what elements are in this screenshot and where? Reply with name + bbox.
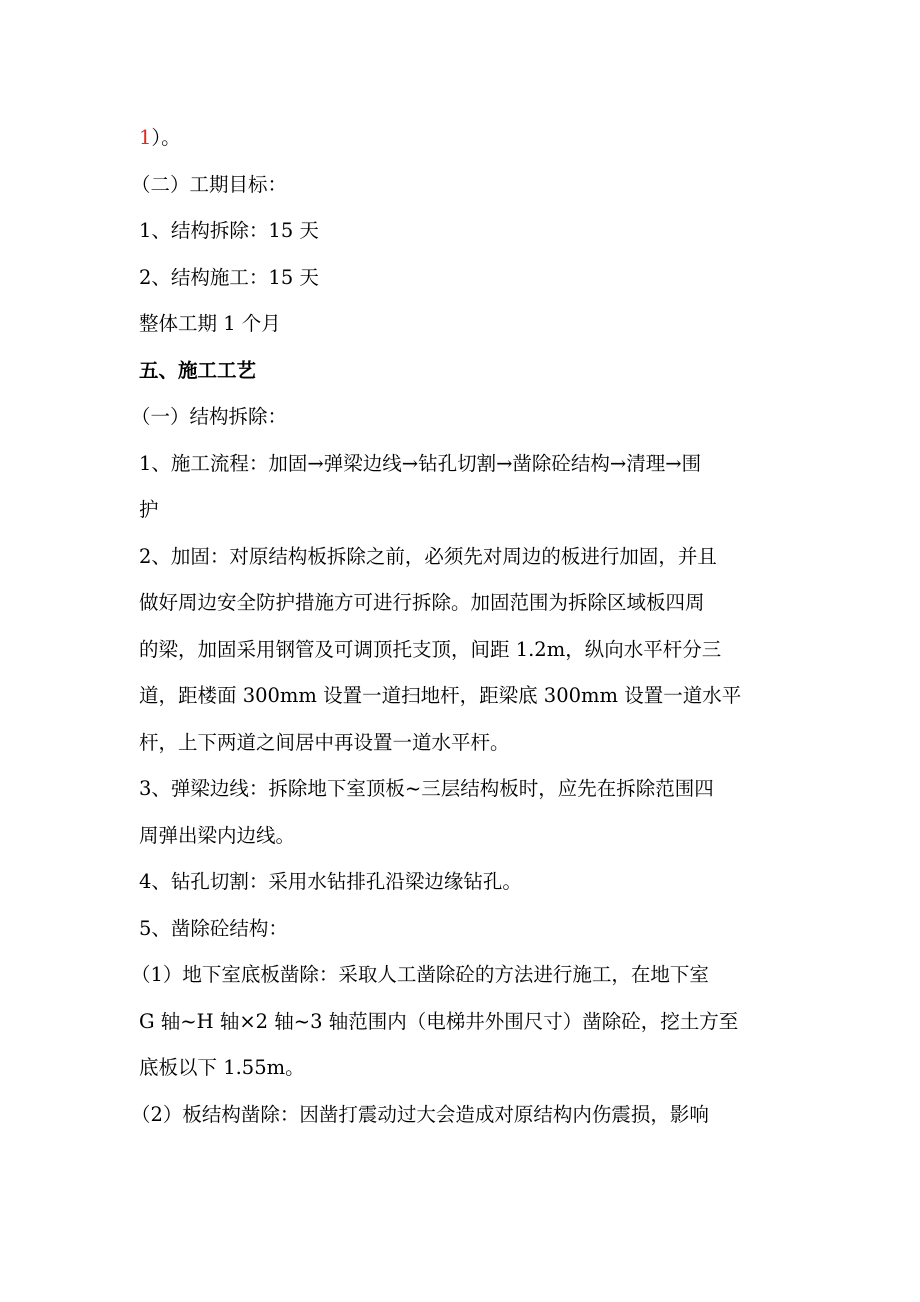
paragraph-row: 的梁，加固采用钢管及可调顶托支顶，间距 1.2m，纵向水平杆分三 <box>139 637 722 661</box>
paragraph-row: 2、加固：对原结构板拆除之前，必须先对周边的板进行加固，并且 <box>139 544 717 568</box>
paragraph-row: （2）板结构凿除：因凿打震动过大会造成对原结构内伤震损，影响 <box>131 1102 709 1126</box>
paragraph-row: 护 <box>139 498 159 521</box>
text-line-construction-duration: 2、结构施工：15 天 <box>139 265 319 289</box>
paragraph-row: 底板以下 1.55m。 <box>139 1056 305 1079</box>
subheading-structure-demolition: （一）结构拆除： <box>131 405 288 428</box>
paragraph-row: 3、弹梁边线：拆除地下室顶板~三层结构板时，应先在拆除范围四 <box>139 777 714 800</box>
paragraph-row: 杆，上下两道之间居中再设置一道水平杆。 <box>139 730 510 754</box>
text-line-continuation <box>139 115 781 162</box>
red-number: 1 <box>139 126 152 149</box>
section-heading-construction-process: 五、施工工艺 <box>139 358 257 382</box>
document-body <box>131 115 781 1138</box>
paragraph-beam-edge-marking <box>139 766 781 859</box>
subheading-schedule-goal: （二）工期目标： <box>131 172 288 196</box>
paragraph-row: 做好周边安全防护措施方可进行拆除。加固范围为拆除区域板四周 <box>139 591 705 614</box>
paragraph-row: 道，距楼面 300mm 设置一道扫地杆，距梁底 300mm 设置一道水平 <box>139 684 742 707</box>
paragraph-row: 周弹出梁内边线。 <box>139 823 296 847</box>
text-line-drilling-cutting: 4、钻孔切割：采用水钻排孔沿梁边缘钻孔。 <box>139 870 522 893</box>
text-line-total-duration: 整体工期 1 个月 <box>139 312 281 335</box>
paragraph-row: G 轴~H 轴×2 轴~3 轴范围内（电梯井外围尺寸）凿除砼，挖土方至 <box>139 1009 739 1033</box>
paragraph-basement-slab-removal <box>131 952 781 1092</box>
text-line-demolition-duration: 1、结构拆除：15 天 <box>139 219 319 242</box>
text-fragment: ）。 <box>151 126 181 149</box>
paragraph-reinforcement <box>139 534 781 767</box>
paragraph-slab-structure-removal <box>131 1092 781 1139</box>
paragraph-process-flow <box>139 441 781 534</box>
paragraph-row: 1、施工流程：加固→弹梁边线→钻孔切割→凿除砼结构→清理→围 <box>139 451 702 475</box>
paragraph-row: （1）地下室底板凿除：采取人工凿除砼的方法进行施工，在地下室 <box>131 963 709 986</box>
text-line-concrete-removal: 5、凿除砼结构： <box>139 916 288 940</box>
